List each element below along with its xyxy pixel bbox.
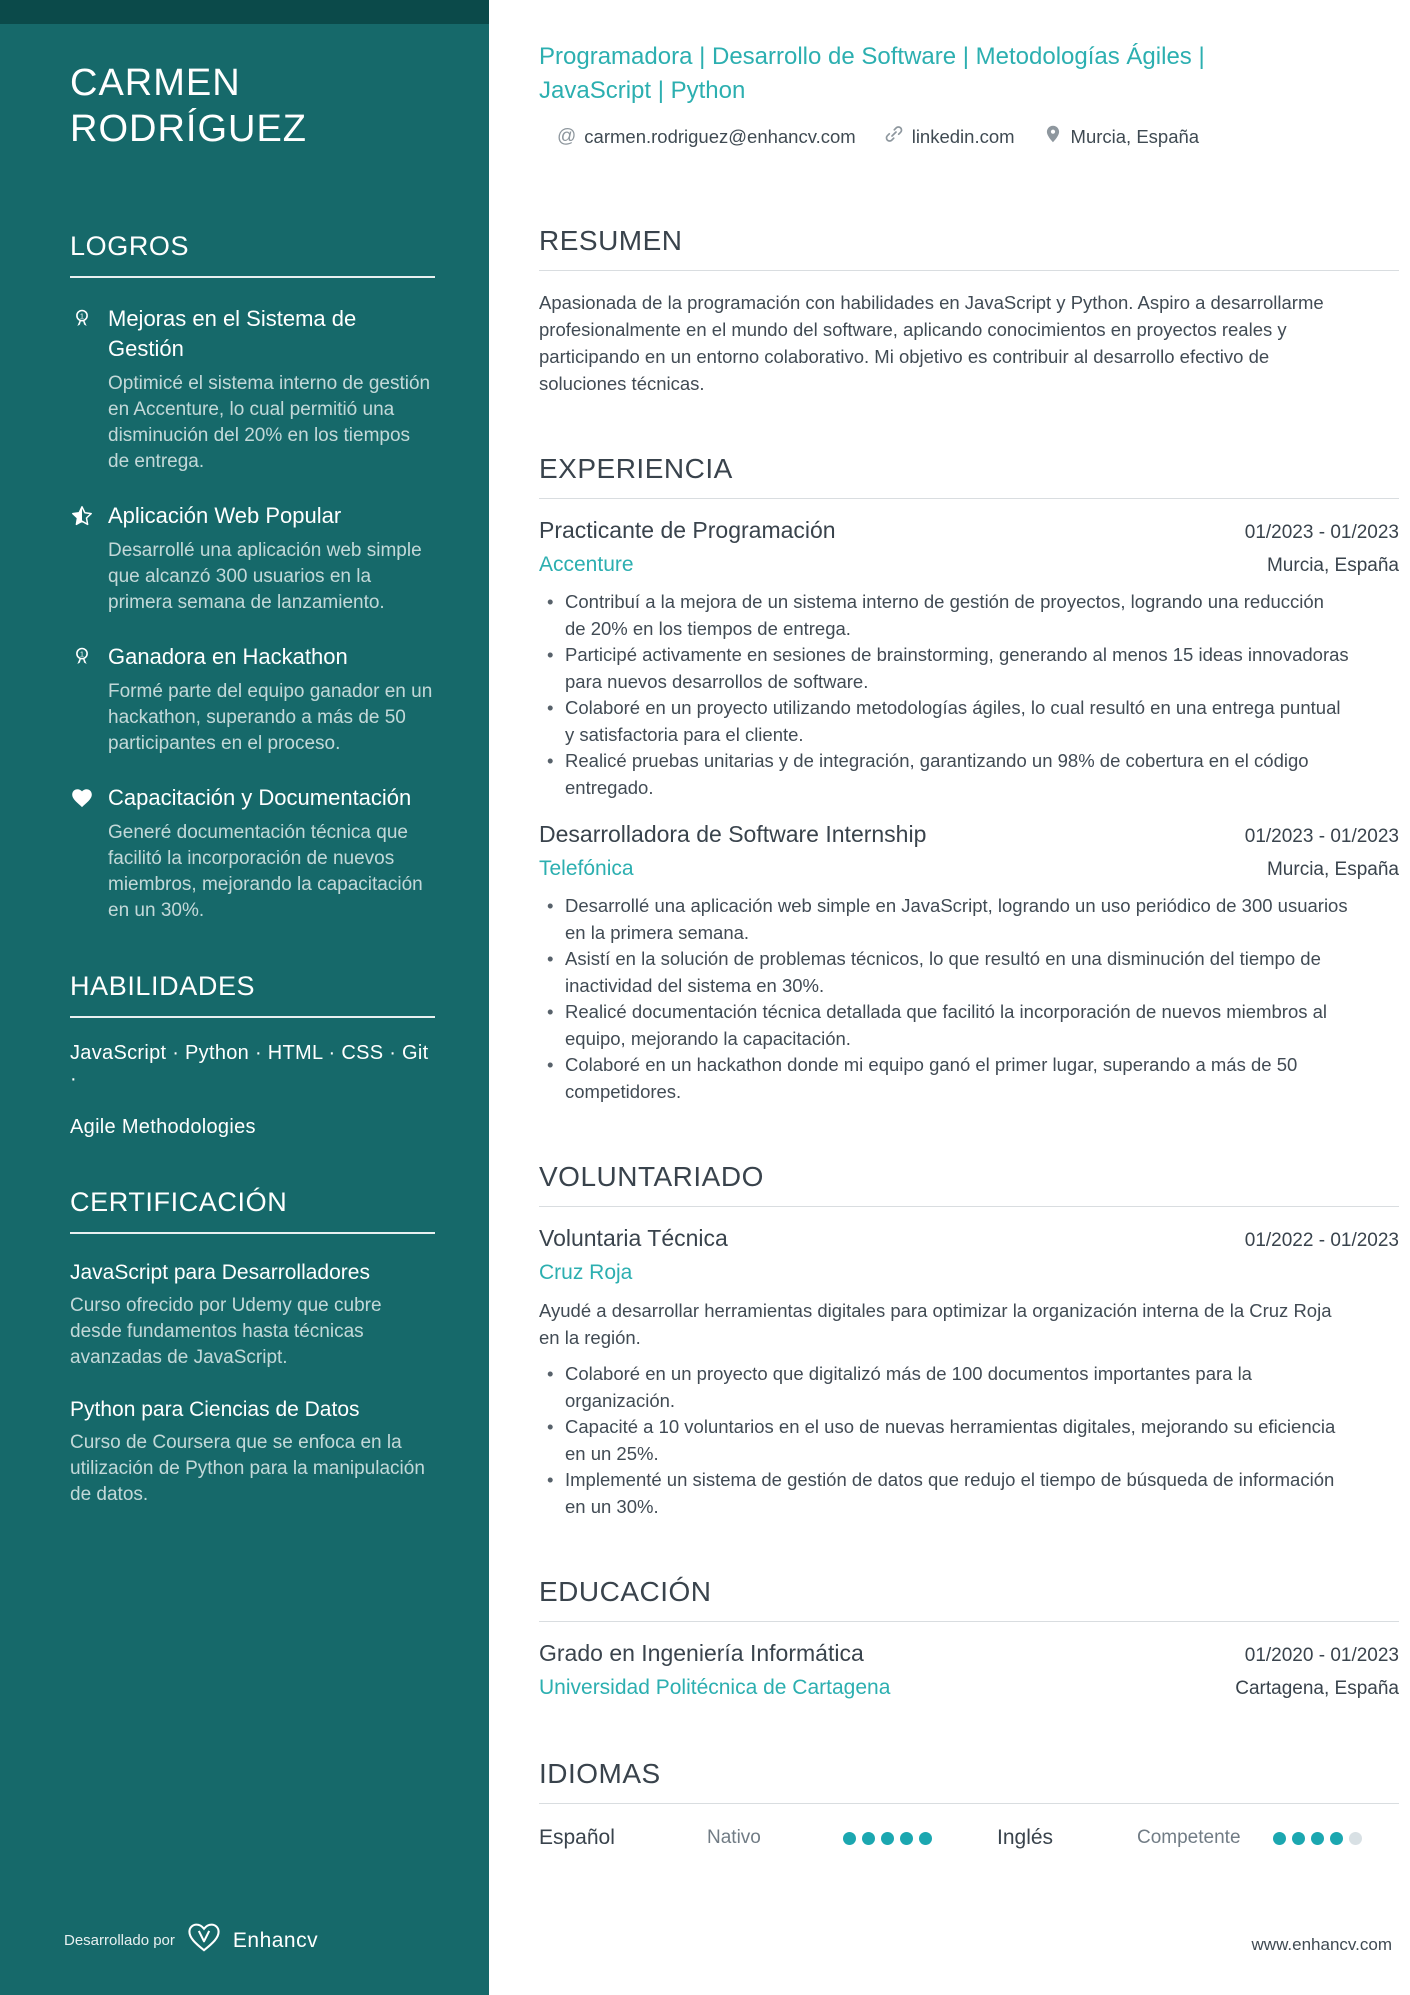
heart-icon bbox=[70, 783, 108, 924]
proficiency-dot bbox=[1273, 1832, 1286, 1845]
language-dots bbox=[843, 1832, 969, 1845]
certification-section bbox=[70, 1186, 435, 1508]
company-name: Telefónica bbox=[539, 857, 634, 880]
proficiency-dot bbox=[862, 1832, 875, 1845]
brand-footer bbox=[64, 1922, 318, 1959]
candidate-name: CARMEN RODRÍGUEZ bbox=[70, 62, 307, 150]
proficiency-dot bbox=[1349, 1832, 1362, 1845]
svg-text:1: 1 bbox=[79, 649, 85, 659]
skills-section bbox=[70, 970, 435, 1140]
language-name: Español bbox=[539, 1826, 615, 1849]
job-bullet-list bbox=[539, 893, 1349, 1105]
job-location: Murcia, España bbox=[1266, 555, 1399, 576]
volunteer-bullet: • Implementé un sistema de gestión de datos que redujo el tiempo de búsqueda de información en un 30%. bbox=[539, 1467, 1349, 1520]
location-pin-icon bbox=[1043, 124, 1063, 149]
proficiency-dot bbox=[843, 1832, 856, 1845]
job-dates: 01/2023 - 01/2023 bbox=[1244, 826, 1399, 847]
section-divider bbox=[539, 1206, 1399, 1207]
languages-section bbox=[539, 1758, 1399, 1850]
achievements-section bbox=[70, 230, 435, 924]
achievement-description: Optimicé el sistema interno de gestión en Accenture, lo cual permitió una disminución del 20% en los tiempos de entrega. bbox=[108, 373, 431, 472]
section-divider bbox=[539, 498, 1399, 499]
volunteer-role: Voluntaria Técnica bbox=[539, 1225, 728, 1251]
section-divider bbox=[539, 1621, 1399, 1622]
link-icon bbox=[884, 124, 904, 149]
certification-item bbox=[70, 1395, 435, 1508]
proficiency-dot bbox=[881, 1832, 894, 1845]
volunteering-section bbox=[539, 1161, 1399, 1520]
site-url[interactable]: www.enhancv.com bbox=[1251, 1935, 1392, 1954]
achievement-title: Mejoras en el Sistema de Gestión bbox=[108, 306, 357, 361]
contact-email-text[interactable]: carmen.rodriguez@enhancv.com bbox=[584, 125, 856, 147]
degree-title: Grado en Ingeniería Informática bbox=[539, 1640, 864, 1666]
achievement-title: Ganadora en Hackathon bbox=[108, 644, 348, 669]
skills-heading: HABILIDADES bbox=[70, 971, 256, 1001]
volunteer-bullet: • Colaboré en un proyecto que digitalizó más de 100 documentos importantes para la organización. bbox=[539, 1361, 1349, 1414]
section-divider bbox=[539, 1803, 1399, 1804]
contact-link-text[interactable]: linkedin.com bbox=[911, 125, 1015, 147]
job-bullet-list bbox=[539, 589, 1349, 801]
summary-section bbox=[539, 225, 1399, 397]
sidebar bbox=[0, 0, 489, 1995]
school-name: Universidad Politécnica de Cartagena bbox=[539, 1676, 891, 1699]
job-bullet: • Realicé documentación técnica detallada que facilitó la incorporación de nuevos miembros al equipo, mejorando la capacitación. bbox=[539, 999, 1349, 1052]
achievement-title: Aplicación Web Popular bbox=[108, 503, 342, 528]
job-bullet: • Participé activamente en sesiones de brainstorming, generando al menos 15 ideas innovadoras para nuevos desarrollos de software. bbox=[539, 642, 1349, 695]
achievement-body bbox=[108, 783, 435, 924]
achievement-description: Desarrollé una aplicación web simple que alcanzó 300 usuarios en la primera semana de lanzamiento. bbox=[108, 540, 422, 613]
job-bullet: • Colaboré en un proyecto utilizando metodologías ágiles, lo cual resultó en una entrega puntual y satisfactoria para el cliente. bbox=[539, 695, 1349, 748]
volunteer-org: Cruz Roja bbox=[539, 1261, 633, 1284]
education-heading: EDUCACIÓN bbox=[539, 1576, 712, 1607]
experience-section bbox=[539, 453, 1399, 1105]
proficiency-dot bbox=[900, 1832, 913, 1845]
job-bullet: • Desarrollé una aplicación web simple en JavaScript, logrando un uso periódico de 300 usuarios en la primera semana. bbox=[539, 893, 1349, 946]
volunteer-bullet-list bbox=[539, 1361, 1349, 1520]
certification-description: Curso de Coursera que se enfoca en la utilización de Python para la manipulación de datos. bbox=[70, 1432, 425, 1505]
volunteer-bullet: • Capacité a 10 voluntarios en el uso de nuevas herramientas digitales, mejorando su eficiencia en un 25%. bbox=[539, 1414, 1349, 1467]
proficiency-dot bbox=[1311, 1832, 1324, 1845]
main-column bbox=[489, 0, 1410, 1995]
enhancv-logo-icon[interactable] bbox=[185, 1922, 223, 1959]
headline: Programadora | Desarrollo de Software | Metodologías Ágiles | JavaScript | Python bbox=[539, 43, 1205, 104]
proficiency-dot bbox=[1330, 1832, 1343, 1845]
language-item bbox=[997, 1826, 1399, 1850]
achievement-item bbox=[70, 501, 435, 616]
education-dates: 01/2020 - 01/2023 bbox=[1244, 1645, 1399, 1666]
skills-list-line: JavaScript · Python · HTML · CSS · Git · bbox=[70, 1042, 429, 1090]
language-level: Nativo bbox=[707, 1827, 761, 1848]
job-bullet: • Realicé pruebas unitarias y de integración, garantizando un 98% de cobertura en el código entregado. bbox=[539, 748, 1349, 801]
language-name: Inglés bbox=[997, 1826, 1054, 1849]
medal-icon bbox=[70, 642, 108, 757]
summary-text: Apasionada de la programación con habilidades en JavaScript y Python. Aspiro a desarrollarme profesionalmente en el mundo del software, aplicando conocimientos en proyectos reales y participando en un entorno colaborativo. Mi objetivo es contribuir al desarrollo efectivo de soluciones técnicas. bbox=[539, 292, 1324, 394]
language-dots bbox=[1273, 1832, 1399, 1845]
experience-entry bbox=[539, 515, 1399, 801]
sidebar-divider bbox=[70, 1016, 435, 1018]
company-name: Accenture bbox=[539, 553, 634, 576]
volunteer-dates: 01/2022 - 01/2023 bbox=[1244, 1230, 1399, 1251]
achievement-body bbox=[108, 642, 435, 757]
medal-icon bbox=[70, 304, 108, 475]
summary-heading: RESUMEN bbox=[539, 225, 683, 256]
sidebar-top-band bbox=[0, 0, 489, 24]
achievements-heading: LOGROS bbox=[70, 231, 190, 261]
language-level: Competente bbox=[1137, 1827, 1241, 1848]
achievement-description: Generé documentación técnica que facilitó la incorporación de nuevos miembros, mejorando la capacitación en un 30%. bbox=[108, 822, 423, 921]
sidebar-divider bbox=[70, 276, 435, 278]
certification-title: Python para Ciencias de Datos bbox=[70, 1398, 360, 1421]
certification-heading: CERTIFICACIÓN bbox=[70, 1187, 288, 1217]
achievement-body bbox=[108, 304, 435, 475]
achievement-description: Formé parte del equipo ganador en un hackathon, superando a más de 50 participantes en el proceso. bbox=[108, 681, 433, 754]
job-location: Murcia, España bbox=[1266, 859, 1399, 880]
skills-list-line: Agile Methodologies bbox=[70, 1116, 256, 1138]
job-bullet: • Colaboré en un hackathon donde mi equipo ganó el primer lugar, superando a más de 50 competidores. bbox=[539, 1052, 1349, 1105]
experience-entry bbox=[539, 819, 1399, 1105]
volunteering-entry bbox=[539, 1223, 1399, 1520]
education-location: Cartagena, España bbox=[1235, 1678, 1399, 1699]
languages-heading: IDIOMAS bbox=[539, 1758, 661, 1789]
achievement-title: Capacitación y Documentación bbox=[108, 785, 412, 810]
job-title: Desarrolladora de Software Internship bbox=[539, 821, 927, 847]
achievement-item bbox=[70, 642, 435, 757]
job-bullet: • Asistí en la solución de problemas técnicos, lo que resultó en una disminución del tiempo de inactividad del sistema en 30%. bbox=[539, 946, 1349, 999]
svg-text:1: 1 bbox=[79, 311, 85, 321]
certification-title: JavaScript para Desarrolladores bbox=[70, 1261, 370, 1284]
contact-location-text: Murcia, España bbox=[1070, 125, 1200, 147]
job-bullet: • Contribuí a la mejora de un sistema interno de gestión de proyectos, logrando una reducción de 20% en los tiempos de entrega. bbox=[539, 589, 1349, 642]
star-icon bbox=[70, 501, 108, 616]
education-section bbox=[539, 1576, 1399, 1702]
job-title: Practicante de Programación bbox=[539, 517, 836, 543]
achievement-item bbox=[70, 304, 435, 475]
volunteering-heading: VOLUNTARIADO bbox=[539, 1161, 764, 1192]
education-entry bbox=[539, 1638, 1399, 1702]
sidebar-divider bbox=[70, 1232, 435, 1234]
experience-heading: EXPERIENCIA bbox=[539, 453, 733, 484]
proficiency-dot bbox=[1292, 1832, 1305, 1845]
brand-wordmark[interactable]: Enhancv bbox=[232, 1928, 319, 1952]
certification-item bbox=[70, 1258, 435, 1371]
job-dates: 01/2023 - 01/2023 bbox=[1244, 522, 1399, 543]
languages-row bbox=[539, 1826, 1399, 1850]
contact-email[interactable] bbox=[557, 126, 856, 148]
at-icon: @ bbox=[557, 125, 577, 147]
proficiency-dot bbox=[919, 1832, 932, 1845]
achievement-body bbox=[108, 501, 435, 616]
volunteer-summary: Ayudé a desarrollar herramientas digitales para optimizar la organización interna de la Cruz Roja en la región. bbox=[539, 1300, 1332, 1348]
section-divider bbox=[539, 270, 1399, 271]
contact-location bbox=[1043, 124, 1200, 149]
certification-description: Curso ofrecido por Udemy que cubre desde fundamentos hasta técnicas avanzadas de JavaScript. bbox=[70, 1295, 382, 1368]
contact-link[interactable] bbox=[884, 124, 1015, 149]
contact-row bbox=[557, 124, 1399, 149]
brand-footer-prefix: Desarrollado por bbox=[64, 1932, 175, 1949]
achievement-item bbox=[70, 783, 435, 924]
